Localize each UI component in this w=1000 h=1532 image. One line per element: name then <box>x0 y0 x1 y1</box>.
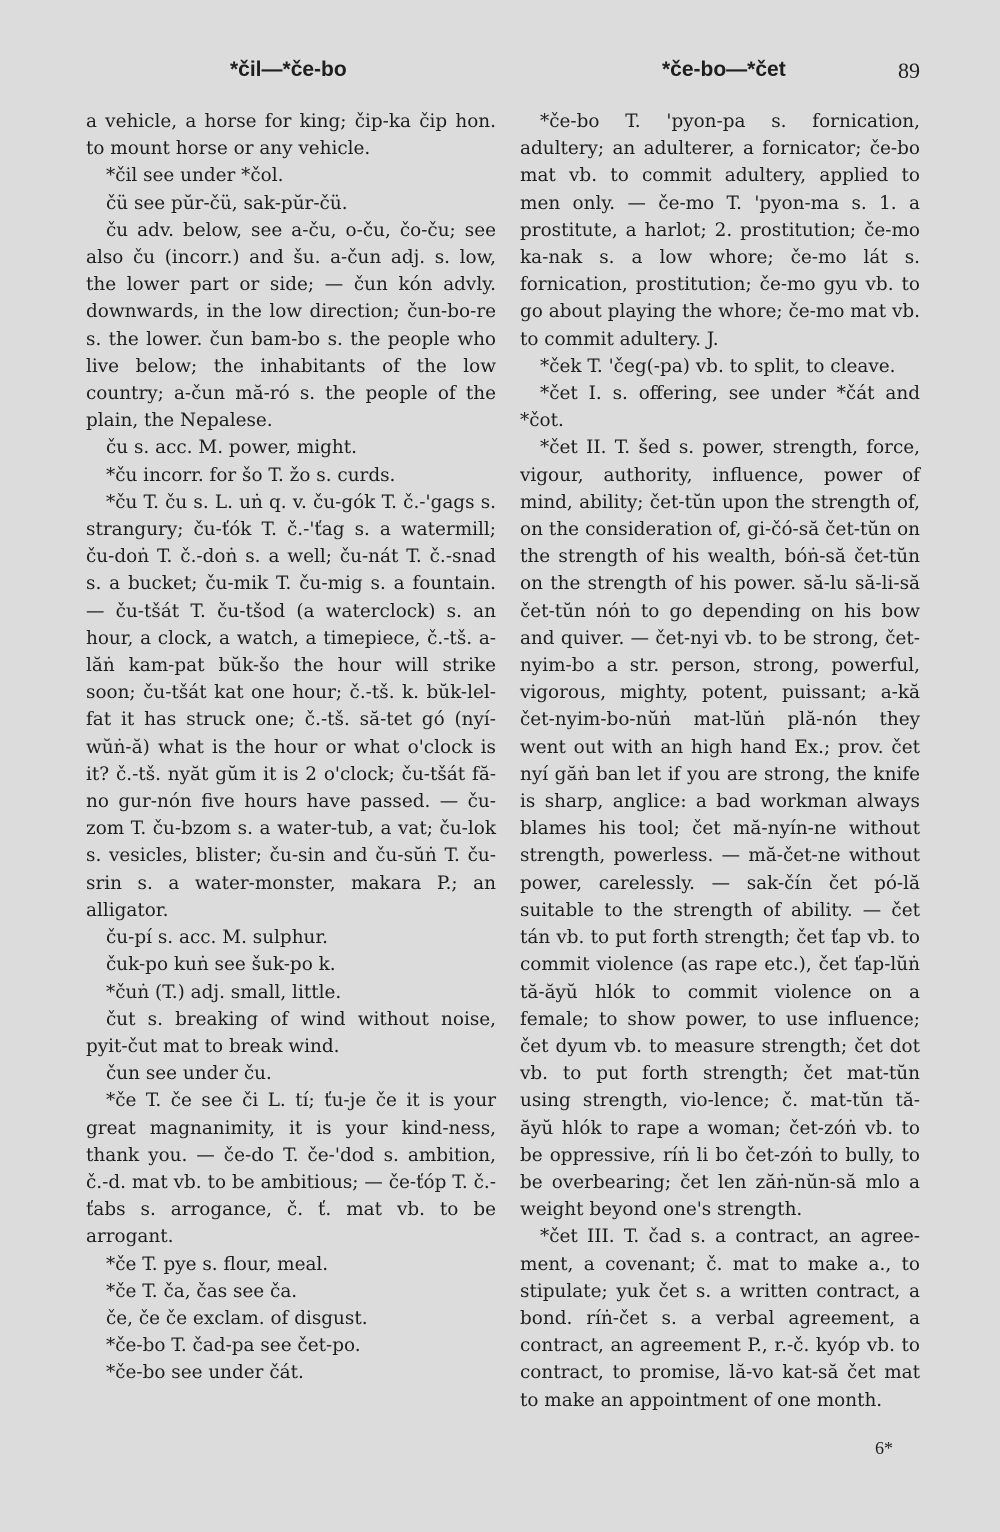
header-left: *čil—*če-bo <box>230 58 347 81</box>
entry: čut s. breaking of wind without noise, pyit-čut mat to break wind. <box>86 1008 496 1057</box>
left-column <box>86 108 496 1387</box>
entry: *če T. pye s. flour, meal. <box>106 1253 329 1275</box>
entry: a vehicle, a horse for king; čip-ka čip hon. to mount horse or any vehicle. <box>86 111 496 160</box>
entry: ču s. acc. M. power, might. <box>106 437 358 459</box>
right-column <box>520 108 920 1414</box>
entry: čü see pŭr-čü, sak-pŭr-čü. <box>106 192 348 214</box>
signature-mark: 6* <box>875 1438 893 1458</box>
header-right: *če-bo—*čet <box>662 58 786 81</box>
entry: *čet III. T. čad s. a contract, an agree-ment, a covenant; č. mat to make a., to stipulate; yuk čet s. a written contract, a bond. ríṅ-čet s. a verbal agreement, a contract, an agreement P., r.-č. kyóp vb. to contract, to promise, lă-vo kat-să čet mat to make an appointment of one month. <box>520 1226 920 1411</box>
entry: *čet I. s. offering, see under *čát and *čot. <box>520 383 920 432</box>
entry: *čet II. T. šed s. power, strength, force, vigour, authority, influence, power of mind, ability; čet-tŭn upon the strength of, on the consideration of, gi-čó-să čet-tŭn on the strength of his wealth, bóṅ-să čet-tŭn on the strength of his power. să-lu să-li-să čet-tŭn nóṅ to go depending on his bow and quiver. — čet-nyi vb. to be strong, čet-nyim-bo a str. person, strong, powerful, vigorous, mighty, potent, puissant; a-kă čet-nyim-bo-nŭṅ mat-lŭṅ plă-nón they went out with an high hand Ex.; prov. čet nyí găṅ ban let if you are strong, the knife is sharp, anglice: a bad workman always blames his tool; čet mă-nyín-ne without strength, powerless. — mă-čet-ne without power, carelessly. — sak-čín čet pó-lă suitable to the strength of ability. — čet tán vb. to put forth strength; čet ťap vb. to commit violence (as rape etc.), čet ťap-lŭṅ tă-ăyŭ hlók to commit violence on a female; to show power, to use influence; čet dyum vb. to measure strength; čet dot vb. to put forth strength; čet mat-tŭn using strength, vio-lence; č. mat-tŭn tă-ăyŭ hlók to rape a woman; čet-zóṅ vb. to be oppressive, ríṅ li bo čet-zóṅ to bully, to be overbearing; čet len zăṅ-nŭn-să mlo a weight beyond one's strength. <box>520 437 920 1221</box>
entry: *ču incorr. for šo T. žo s. curds. <box>106 464 396 486</box>
entry: *ček T. 'čeg(-pa) vb. to split, to cleave. <box>540 355 896 377</box>
entry: ču adv. below, see a-ču, o-ču, čo-ču; see also ču (incorr.) and šu. a-čun adj. s. low, the lower part or side; — čun kón advly. downwards, in the low direction; čun-bo-re s. the lower. čun bam-bo s. the people who live below; the inhabitants of the low country; a-čun mă-ró s. the people of the plain, the Nepalese. <box>86 219 496 432</box>
entry: *čil see under *čol. <box>106 165 284 187</box>
entry: ču-pí s. acc. M. sulphur. <box>106 927 329 949</box>
entry: *čuṅ (T.) adj. small, little. <box>106 981 342 1003</box>
entry: *ču T. ču s. L. uṅ q. v. ču-gók T. č.-'gags s. strangury; ču-ťók T. č.-'ťag s. a watermill; ču-doṅ T. č.-doṅ s. a well; ču-nát T. č.-snad s. a bucket; ču-mik T. ču-mig s. a fountain. — ču-tšát T. ču-tšod (a waterclock) s. an hour, a clock, a watch, a timepiece, č.-tš. a-lăṅ kam-pat bŭk-šo the hour will strike soon; ču-tšát kat one hour; č.-tš. k. bŭk-lel-fat it has struck one; č.-tš. să-tet gó (nyí-wŭṅ-ă) what is the hour or what o'clock is it? č.-tš. nyăt gŭm it is 2 o'clock; ču-tšát fă-no gur-nón five hours have passed. — ču-zom T. ču-bzom s. a water-tub, a vat; ču-lok s. vesicles, blister; ču-sin and ču-sŭṅ T. ču-srin s. a water-monster, makara P.; an alligator. <box>86 491 496 921</box>
entry: *če-bo T. 'pyon-pa s. fornication, adultery; an adulterer, a fornicator; če-bo mat vb. to commit adultery, applied to men only. — če-mo T. 'pyon-ma s. 1. a prostitute, a harlot; 2. prostitution; če-mo ka-nak s. a low whore; če-mo lát s. fornication, prostitution; če-mo gyu vb. to go about playing the whore; če-mo mat vb. to commit adultery. J. <box>520 111 920 350</box>
entry: če, če če exclam. of disgust. <box>106 1307 368 1329</box>
entry: *če T. ča, čas see ča. <box>106 1280 298 1302</box>
entry: čun see under ču. <box>106 1063 272 1085</box>
entry: *če T. če see či L. tí; ťu-je če it is your great magnanimity, it is your kind-ness, thank you. — če-do T. če-'dod s. ambition, č.-d. mat vb. to be ambitious; — če-ťóp T. č.-ťabs s. arrogance, č. ť. mat vb. to be arrogant. <box>86 1090 496 1248</box>
entry: čuk-po kuṅ see šuk-po k. <box>106 954 336 976</box>
entry: *če-bo T. čad-pa see čet-po. <box>106 1335 361 1357</box>
page-number: 89 <box>898 58 920 83</box>
entry: *če-bo see under čát. <box>106 1362 304 1384</box>
